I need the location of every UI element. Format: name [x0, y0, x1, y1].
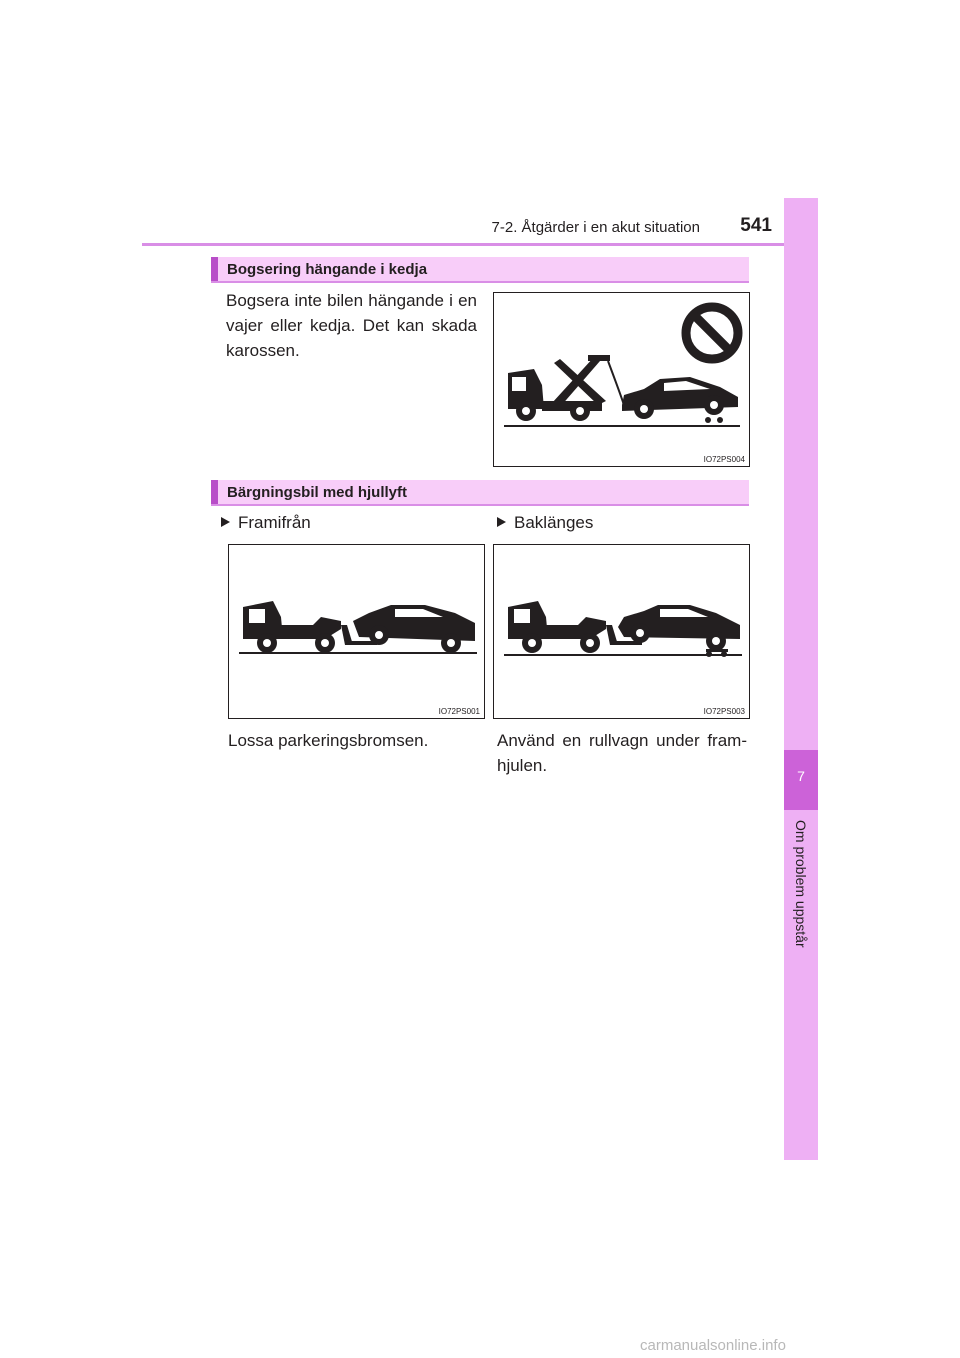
- front-towing-heading: Framifrån: [221, 513, 311, 533]
- front-wheel-lift-illustration: [229, 545, 484, 718]
- section-bar-chain-towing: [211, 257, 749, 283]
- watermark: carmanualsonline.info: [640, 1337, 786, 1354]
- chain-towing-text: Bogsera inte bilen hängande i en vajer eller kedja. Det kan skada karossen.: [226, 291, 477, 360]
- chapter-label: Om problem uppstår: [793, 820, 809, 948]
- bullet-triangle-icon: [497, 517, 506, 527]
- section-bar-wheel-lift: [211, 480, 749, 506]
- prohibited-towing-illustration: [494, 293, 749, 466]
- prohibition-icon: [686, 307, 738, 359]
- figure-code: IO72PS003: [703, 707, 745, 716]
- bullet-triangle-icon: [221, 517, 230, 527]
- page-number: 541: [740, 215, 772, 236]
- rear-towing-heading: Baklänges: [497, 513, 593, 533]
- chapter-side-tab: [784, 198, 818, 1160]
- section-title: Bärgningsbil med hjullyft: [227, 484, 408, 501]
- front-towing-caption: Lossa parkeringsbromsen.: [228, 731, 429, 750]
- section-title: Bogsering hängande i kedja: [227, 261, 428, 278]
- front-towing-figure: [228, 544, 485, 719]
- section-heading: 7-2. Åtgärder i en akut situation: [491, 219, 700, 236]
- rear-towing-figure: [493, 544, 750, 719]
- figure-code: IO72PS001: [438, 707, 480, 716]
- chain-towing-figure: [493, 292, 750, 467]
- header-rule: [142, 243, 818, 246]
- rear-wheel-lift-dolly-illustration: [494, 545, 749, 718]
- rear-towing-caption: Använd en rullvagn under fram-hjulen.: [497, 731, 747, 775]
- figure-code: IO72PS004: [703, 455, 745, 464]
- chapter-number: 7: [797, 768, 805, 784]
